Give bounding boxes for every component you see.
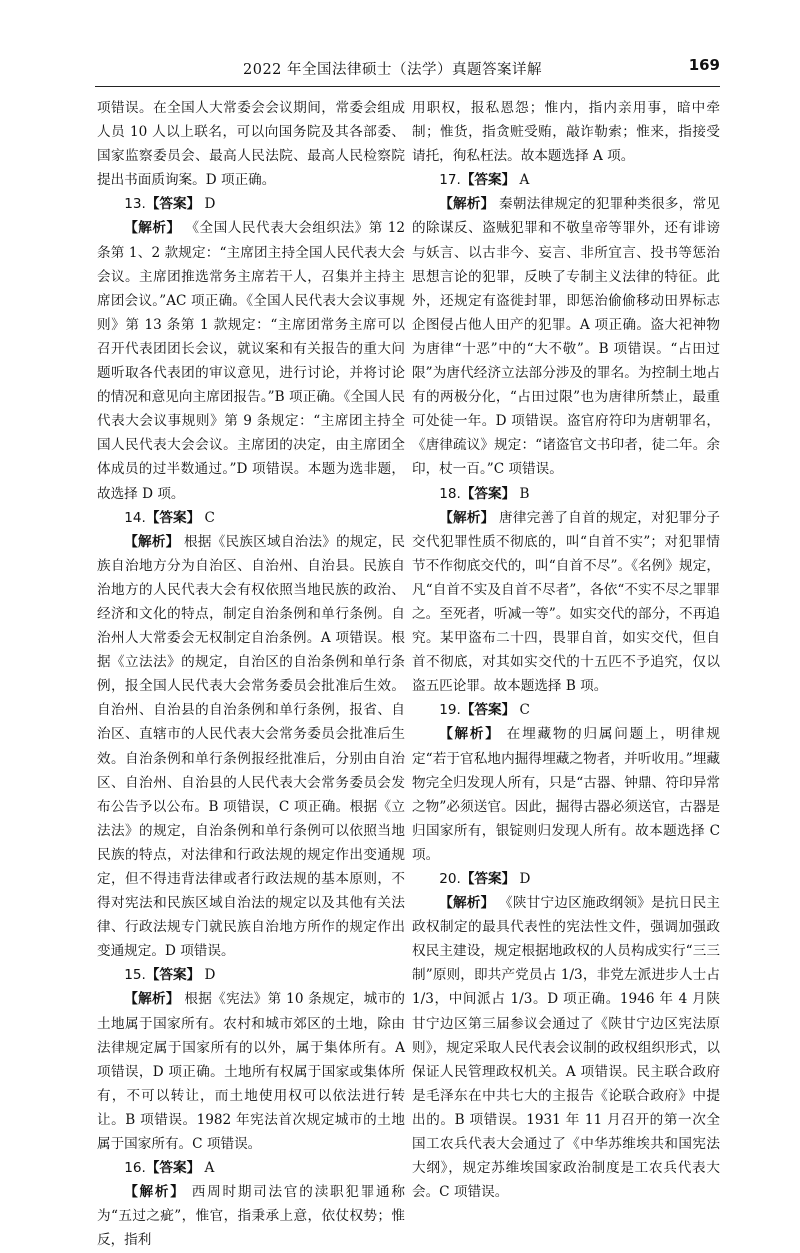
answer-value: A xyxy=(519,172,530,189)
explanation-text: 根据《宪法》第 10 条规定，城市的土地属于国家所有。农村和城市郊区的土地，除由法律规定属于国家所有的以外，属于集体所有。A 项错误，D 项正确。土地所有权属于国家或集体所有，不可以转让，而土地使用权可以依法进行转让。B 项错误。1982 年宪法首次规定城市的土地属于国家所有。C 项错误。 xyxy=(97,991,405,1153)
answer-value: C xyxy=(204,509,215,526)
explanation-text: 根据《民族区域自治法》的规定，民族自治地方分为自治区、自治州、自治县。民族自治地方的人民代表大会有权依照当地民族的政治、经济和文化的特点，制定自治条例和单行条例。自治州人大常委会无权制定自治条例。A 项错误。根据《立法法》的规定，自治区的自治条例和单行条例，报全国人民代表大会常务委员会批准后生效。自治州、自治县的自治条例和单行条例，报省、自治区、直辖市的人民代表大会常务委员会批准后生效。自治条例和单行条例报经批准后，分别由自治区、自治州、自治县的人民代表大会常务委员会发布公告予以公布。B 项错误，C 项正确。根据《立法法》的规定，自治条例和单行条例可以依照当地民族的特点，对法律和行政法规的规定作出变通规定，但不得违背法律或者行政法规的基本原则，不得对宪法和民族区域自治法的规定以及其他有关法律、行政法规专门就民族自治地方所作的规定作出变通规定。D 项错误。 xyxy=(97,533,406,960)
answer-value: A xyxy=(204,1160,215,1177)
explanation-14 xyxy=(97,530,405,964)
question-number: 14. xyxy=(124,509,146,526)
answer-tag: 【答案】 xyxy=(460,702,516,719)
answer-value: D xyxy=(204,967,216,984)
answer-line-20 xyxy=(412,867,720,891)
explanation-tag: 【解析】 xyxy=(124,220,181,237)
answer-value: B xyxy=(519,485,530,502)
explanation-13 xyxy=(97,216,405,505)
explanation-20 xyxy=(412,891,720,1204)
answer-tag: 【答案】 xyxy=(145,1160,201,1177)
explanation-text: 秦朝法律规定的犯罪种类很多，常见的除谋反、盗贼犯罪和不敬皇帝等罪外，还有诽谤与妖言、以古非今、妄言、非所宜言、投书等惩治思想言论的犯罪，反映了专制主义法律的特征。此外，还规定有盗徙封罪，即惩治偷偷移动田界标志企图侵占他人田产的犯罪。A 项正确。盗大祀神物为唐律“十恶”中的“大不敬”。B 项错误。“占田过限”为唐代经济立法部分涉及的罪名。为控制土地占有的两极分化，“占田过限”也为唐律所禁止，最重可处徒一年。D 项错误。盗官府符印为唐朝罪名，《唐律疏议》规定：“诸盗官文书印者，徒二年。余印，杖一百。”C 项错误。 xyxy=(412,196,721,478)
answer-tag: 【答案】 xyxy=(145,196,201,213)
question-number: 13. xyxy=(124,196,146,213)
explanation-tag: 【解析】 xyxy=(439,509,495,526)
question-number: 17. xyxy=(439,172,461,189)
explanation-tag: 【解析】 xyxy=(124,533,180,550)
explanation-tag: 【解析】 xyxy=(124,991,180,1008)
question-number: 20. xyxy=(439,871,461,887)
question-number: 15. xyxy=(124,967,146,984)
running-header xyxy=(95,56,720,87)
explanation-text: 《全国人民代表大会组织法》第 12 条第 1、2 款规定：“主席团主持全国人民代表大会会议。主席团推选常务主席若干人，召集并主持主席团会议。”AC 项正确。《全国人民代表大会议事规则》第 13 条第 1 款规定：“主席团常务主席可以召开代表团团长会议，就议案和有关报告的重大问题听取各代表团的审议意见，进行讨论，并将讨论的情况和意见向主席团报告。”B 项正确。《全国人民代表大会议事规则》第 9 条规定：“主席团主持全国人民代表大会会议。主席团的决定，由主席团全体成员的过半数通过。”D 项错误。本题为选非题，故选择 D 项。 xyxy=(97,220,406,502)
answer-value: D xyxy=(204,196,216,213)
question-number: 19. xyxy=(439,702,461,719)
answer-line-18 xyxy=(412,482,720,506)
answer-tag: 【答案】 xyxy=(145,509,201,526)
answer-line-16 xyxy=(97,1156,405,1180)
explanation-text: 在埋藏物的归属问题上，明律规定“若于官私地内掘得埋藏之物者，并听收用。”埋藏物完全归发现人所有，只是“古器、钟鼎、符印异常之物”必须送官。因此，掘得古器必须送官，古器是归国家所有，银锭则归发现人所有。故本题选择 C 项。 xyxy=(412,726,721,863)
question-number: 16. xyxy=(124,1160,146,1177)
answer-value: D xyxy=(519,871,531,887)
explanation-text: 《陕甘宁边区施政纲领》是抗日民主政权制定的最具代表性的宪法性文件，强调加强政权民主建设，规定根据地政权的人员构成实行“三三制”原则，即共产党员占 1/3，非党左派进步人士占 1/3，中间派占 1/3。D 项正确。1946 年 4 月陕甘宁边区第三届参议会通过了《陕甘宁边区宪法原则》，规定采取人民代表会议制的政权组织形式，以保证人民管理政权机关。A 项错误。民主联合政府是毛泽东在中共七大的主报告《论联合政府》中提出的。B 项错误。1931 年 11 月召开的第一次全国工农兵代表大会通过了《中华苏维埃共和国宪法大纲》，规定苏维埃国家政治制度是工农兵代表大会。C 项错误。 xyxy=(412,895,721,1201)
explanation-tag: 【解析】 xyxy=(124,1184,186,1201)
question-number: 18. xyxy=(439,485,461,502)
answer-tag: 【答案】 xyxy=(460,485,516,502)
answer-tag: 【答案】 xyxy=(145,967,201,984)
explanation-18 xyxy=(412,506,720,699)
right-column xyxy=(412,96,720,1204)
answer-line-17 xyxy=(412,168,720,192)
answer-value: C xyxy=(519,702,530,719)
explanation-tag: 【解析】 xyxy=(439,196,495,213)
answer-line-14 xyxy=(97,506,405,530)
answer-line-19 xyxy=(412,698,720,722)
answer-tag: 【答案】 xyxy=(460,871,516,887)
explanation-tag: 【解析】 xyxy=(439,726,501,743)
explanation-19 xyxy=(412,722,720,867)
explanation-tag: 【解析】 xyxy=(439,895,495,912)
answer-tag: 【答案】 xyxy=(460,172,516,189)
explanation-17 xyxy=(412,192,720,481)
page-number: 169 xyxy=(688,56,720,74)
explanation-text: 西周时期司法官的渎职犯罪通称为“五过之疵”，惟官，指秉承上意，依仗权势；惟反，指利 xyxy=(97,1184,406,1249)
explanation-16 xyxy=(97,1180,405,1252)
answer-line-13 xyxy=(97,192,405,216)
paragraph: 用职权，报私恩怨；惟内，指内亲用事，暗中牵制；惟货，指贪赃受贿，敲诈勒索；惟来，指接受请托，徇私枉法。故本题选择 A 项。 xyxy=(412,100,720,165)
left-column xyxy=(97,96,405,1253)
explanation-text: 唐律完善了自首的规定，对犯罪分子交代犯罪性质不彻底的，叫“自首不实”；对犯罪情节不作彻底交代的，叫“自首不尽”。《名例》规定，凡“自首不实及自首不尽者”，各依“不实不尽之罪罪之。至死者，听减一等”。如实交代的部分，不再追究。某甲盗布二十四，畏罪自首，如实交代，但自首不彻底，对其如实交代的十五匹不予追究，仅以盗五匹论罪。故本题选择 B 项。 xyxy=(412,509,721,695)
explanation-15 xyxy=(97,987,405,1156)
paragraph: 项错误。在全国人大常委会会议期间，常委会组成人员 10 人以上联名，可以向国务院及其各部委、国家监察委员会、最高人民法院、最高人民检察院提出书面质询案。D 项正确。 xyxy=(97,100,405,189)
answer-line-15 xyxy=(97,963,405,987)
header-title: 2022 年全国法律硕士（法学）真题答案详解 xyxy=(243,62,543,78)
